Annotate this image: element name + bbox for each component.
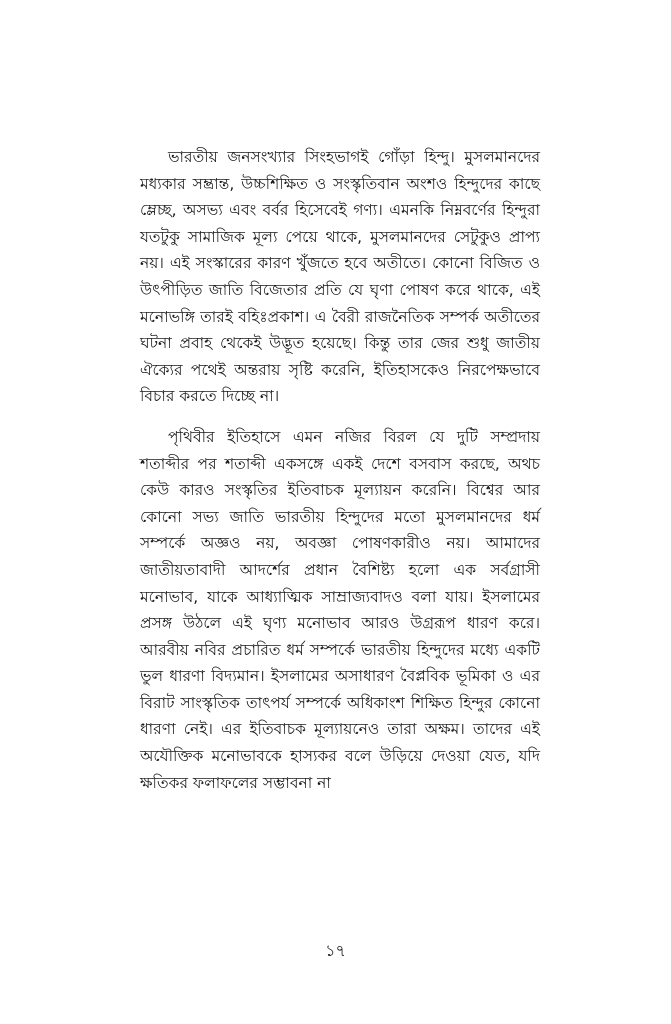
paragraph-1: ভারতীয় জনসংখ্যার সিংহভাগই গোঁড়া হিন্দু। মুসলমানদের মধ্যকার সম্ভ্রান্ত, উচ্চশিক্ষিত ও সংস্কৃতিবান অংশও হিন্দুদের কাছে ম্লেচ্ছ, অসভ্য এবং বর্বর হিসেবেই গণ্য। এমনকি নিম্নবর্ণের হিন্দুরা যতটুকু সামাজিক মূল্য পেয়ে থাকে, মুসলমানদের সেটুকুও প্রাপ্য নয়। এই সংস্কারের কারণ খুঁজতে হবে অতীতে। কোনো বিজিত ও উৎপীড়িত জাতি বিজেতার প্রতি যে ঘৃণা পোষণ করে থাকে, এই মনোভঙ্গি তারই বহিঃপ্রকাশ। এ বৈরী রাজনৈতিক সম্পর্ক অতীতের ঘটনা প্রবাহ থেকেই উদ্ভূত হয়েছে। কিন্তু তার জের শুধু জাতীয় ঐক্যের পথেই অন্তরায় সৃষ্টি করেনি, ইতিহাসকেও নিরপেক্ষভাবে বিচার করতে দিচ্ছে না। <box>140 148 540 406</box>
paragraph-2: পৃথিবীর ইতিহাসে এমন নজির বিরল যে দুটি সম্প্রদায় শতাব্দীর পর শতাব্দী একসঙ্গে একই দেশে বসবাস করছে, অথচ কেউ কারও সংস্কৃতির ইতিবাচক মূল্যায়ন করেনি। বিশ্বের আর কোনো সভ্য জাতি ভারতীয় হিন্দুদের মতো মুসলমানদের ধর্ম সম্পর্কে অজ্ঞও নয়, অবজ্ঞা পোষণকারীও নয়। আমাদের জাতীয়তাবাদী আদর্শের প্রধান বৈশিষ্ট্য হলো এক সর্বগ্রাসী মনোভাব, যাকে আধ্যাত্মিক সাম্রাজ্যবাদও বলা যায়। ইসলামের প্রসঙ্গ উঠলে এই ঘৃণ্য মনোভাব আরও উগ্ররূপ ধারণ করে। আরবীয় নবির প্রচারিত ধর্ম সম্পর্কে ভারতীয় হিন্দুদের মধ্যে একটি ভুল ধারণা বিদ্যমান। ইসলামের অসাধারণ বৈপ্লবিক ভূমিকা ও এর বিরাট সাংস্কৃতিক তাৎপর্য সম্পর্কে অধিকাংশ শিক্ষিত হিন্দুর কোনো ধারণা নেই। এর ইতিবাচক মূল্যায়নেও তারা অক্ষম। তাদের এই অযৌক্তিক মনোভাবকে হাস্যকর বলে উড়িয়ে দেওয়া যেত, যদি ক্ষতিকর ফলাফলের সম্ভাবনা না <box>140 427 540 792</box>
page-number: ১৭ <box>325 941 346 960</box>
body-text <box>140 144 540 796</box>
